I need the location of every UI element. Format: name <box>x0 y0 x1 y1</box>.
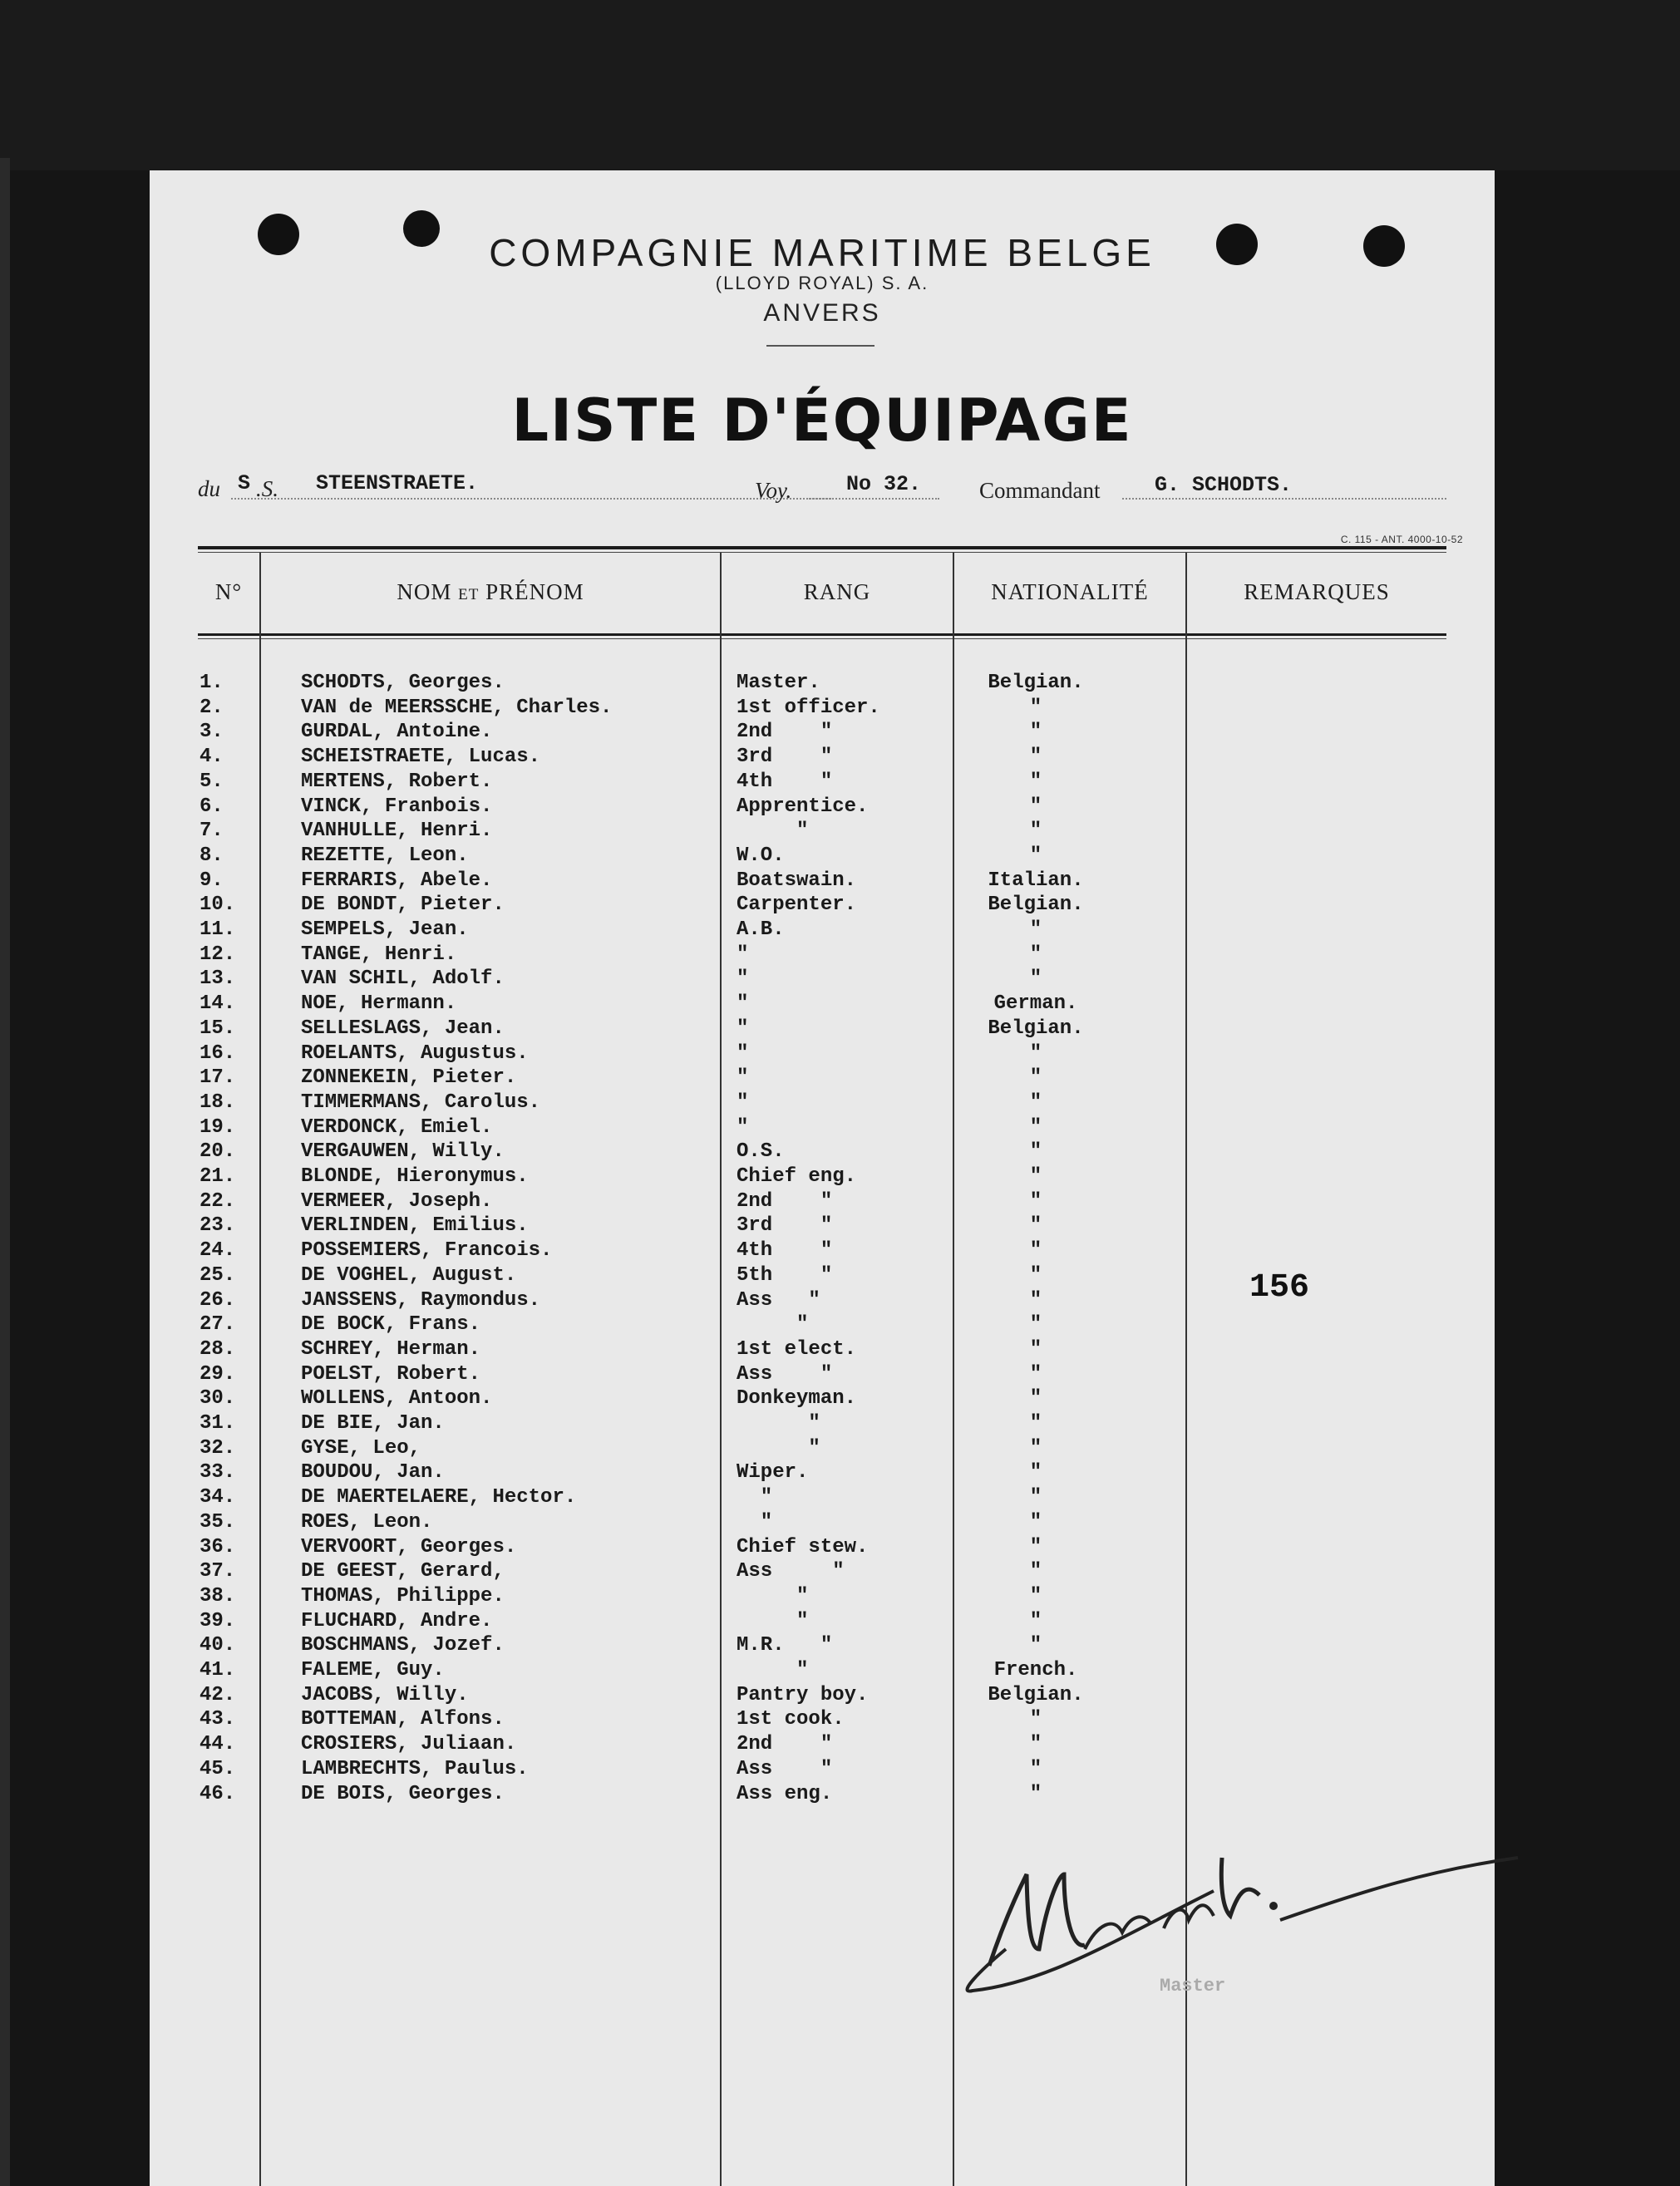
crew-nationality: " <box>1029 795 1042 818</box>
crew-name: JACOBS, Willy. <box>301 1684 469 1706</box>
crew-nationality: " <box>1029 918 1042 941</box>
crew-row <box>150 1659 1495 1684</box>
crew-nationality: " <box>1029 1338 1042 1361</box>
crew-number: 17. <box>200 1066 236 1089</box>
crew-name: WOLLENS, Antoon. <box>301 1387 493 1410</box>
crew-nationality: " <box>1029 1708 1042 1731</box>
crew-row <box>150 746 1495 771</box>
crew-number: 41. <box>200 1659 236 1681</box>
crew-name: CROSIERS, Juliaan. <box>301 1733 517 1755</box>
crew-list-document <box>150 170 1495 2186</box>
column-header-name-main: NOM <box>397 579 452 604</box>
crew-rank: Ass " <box>737 1289 820 1312</box>
crew-rank: 5th " <box>737 1264 833 1287</box>
crew-row <box>150 844 1495 869</box>
crew-row <box>150 1634 1495 1659</box>
crew-number: 42. <box>200 1684 236 1706</box>
crew-row <box>150 1387 1495 1412</box>
crew-number: 44. <box>200 1733 236 1755</box>
crew-nationality: " <box>1029 820 1042 842</box>
crew-rank: Ass " <box>737 1363 833 1386</box>
crew-nationality: Belgian. <box>988 1684 1084 1706</box>
crew-row <box>150 1733 1495 1758</box>
voyage-number: No 32. <box>846 472 922 496</box>
crew-rank: " <box>737 1610 809 1632</box>
crew-name: VERVOORT, Georges. <box>301 1536 517 1558</box>
header-divider <box>766 345 874 347</box>
crew-number: 35. <box>200 1511 236 1534</box>
crew-name: VERLINDEN, Emilius. <box>301 1214 529 1237</box>
crew-nationality: " <box>1029 1190 1042 1213</box>
crew-row <box>150 795 1495 820</box>
crew-row <box>150 1338 1495 1363</box>
crew-name: TANGE, Henri. <box>301 943 457 966</box>
crew-name: GURDAL, Antoine. <box>301 721 493 743</box>
crew-rank: Pantry boy. <box>737 1684 869 1706</box>
scan-edge <box>0 158 10 2186</box>
crew-rank: " <box>737 820 809 842</box>
crew-rank: 1st cook. <box>737 1708 845 1731</box>
crew-row <box>150 869 1495 894</box>
crew-name: FLUCHARD, Andre. <box>301 1610 493 1632</box>
table-header-rule <box>198 633 1446 636</box>
crew-nationality: " <box>1029 1313 1042 1336</box>
crew-row <box>150 1091 1495 1116</box>
vessel-prefix-suffix: .S. <box>256 476 278 501</box>
column-header-name <box>261 579 720 605</box>
crew-name: DE BOCK, Frans. <box>301 1313 481 1336</box>
crew-nationality: " <box>1029 1042 1042 1065</box>
crew-nationality: " <box>1029 1091 1042 1114</box>
crew-name: VANHULLE, Henri. <box>301 820 493 842</box>
crew-nationality: " <box>1029 1239 1042 1262</box>
crew-rank: Carpenter. <box>737 894 857 916</box>
crew-number: 18. <box>200 1091 236 1114</box>
crew-number: 20. <box>200 1140 236 1163</box>
crew-nationality: " <box>1029 1116 1042 1139</box>
crew-number: 9. <box>200 869 224 892</box>
crew-nationality: " <box>1029 1412 1042 1435</box>
company-name: COMPAGNIE MARITIME BELGE <box>489 231 1155 274</box>
commander-name: G. SCHODTS. <box>1155 473 1293 497</box>
crew-row <box>150 1042 1495 1067</box>
crew-nationality: " <box>1029 1783 1042 1805</box>
crew-rank: Donkeyman. <box>737 1387 857 1410</box>
crew-number: 3. <box>200 721 224 743</box>
crew-nationality: Belgian. <box>988 672 1084 694</box>
crew-rank: " <box>737 1511 773 1534</box>
crew-nationality: " <box>1029 746 1042 768</box>
crew-name: DE MAERTELAERE, Hector. <box>301 1486 577 1509</box>
crew-rank: 4th " <box>737 771 833 793</box>
crew-number: 8. <box>200 844 224 867</box>
crew-rank: " <box>737 1585 809 1607</box>
crew-number: 30. <box>200 1387 236 1410</box>
column-header-name-end: PRÉNOM <box>485 579 584 604</box>
crew-name: BOTTEMAN, Alfons. <box>301 1708 505 1731</box>
crew-name: ROES, Leon. <box>301 1511 433 1534</box>
crew-rank: Master. <box>737 672 820 694</box>
crew-row <box>150 1017 1495 1042</box>
crew-row <box>150 1511 1495 1536</box>
crew-number: 28. <box>200 1338 236 1361</box>
crew-nationality: " <box>1029 1363 1042 1386</box>
crew-name: REZETTE, Leon. <box>301 844 469 867</box>
crew-row <box>150 1313 1495 1338</box>
crew-rank: 1st officer. <box>737 697 880 719</box>
crew-row <box>150 1437 1495 1462</box>
crew-number: 22. <box>200 1190 236 1213</box>
crew-name: THOMAS, Philippe. <box>301 1585 505 1607</box>
crew-rank: " <box>737 1437 820 1460</box>
crew-nationality: German. <box>993 992 1078 1015</box>
crew-row <box>150 672 1495 697</box>
crew-rank: O.S. <box>737 1140 785 1163</box>
crew-name: BLONDE, Hieronymus. <box>301 1165 529 1188</box>
crew-row <box>150 1066 1495 1091</box>
remarks-total: 156 <box>1249 1269 1310 1307</box>
crew-row <box>150 1239 1495 1264</box>
crew-nationality: " <box>1029 1733 1042 1755</box>
voyage-label: Voy. <box>755 478 792 503</box>
table-top-rule-thin <box>198 552 1446 553</box>
crew-nationality: " <box>1029 1585 1042 1607</box>
crew-row <box>150 894 1495 918</box>
crew-rank: " <box>737 1042 749 1065</box>
crew-row <box>150 1214 1495 1239</box>
column-header-number: N° <box>214 579 243 604</box>
crew-number: 19. <box>200 1116 236 1139</box>
crew-number: 26. <box>200 1289 236 1312</box>
crew-rank: M.R. " <box>737 1634 833 1657</box>
crew-row <box>150 1585 1495 1610</box>
signature-caption: Master <box>1160 1976 1226 1996</box>
column-header-remarks: REMARQUES <box>1244 579 1390 604</box>
crew-rank: " <box>737 1017 749 1040</box>
company-city: ANVERS <box>763 299 881 327</box>
crew-row <box>150 1190 1495 1215</box>
crew-name: DE GEEST, Gerard, <box>301 1560 505 1583</box>
vessel-prefix: S <box>238 471 251 495</box>
crew-name: POSSEMIERS, Francois. <box>301 1239 553 1262</box>
crew-name: BOSCHMANS, Jozef. <box>301 1634 505 1657</box>
crew-row <box>150 1684 1495 1709</box>
crew-name: TIMMERMANS, Carolus. <box>301 1091 541 1114</box>
column-header-rank: RANG <box>803 579 871 604</box>
crew-rank: 2nd " <box>737 1733 833 1755</box>
crew-nationality: " <box>1029 1387 1042 1410</box>
crew-name: JANSSENS, Raymondus. <box>301 1289 541 1312</box>
crew-name: DE BIE, Jan. <box>301 1412 445 1435</box>
crew-nationality: " <box>1029 1560 1042 1583</box>
crew-nationality: " <box>1029 1610 1042 1632</box>
crew-rank: " <box>737 992 749 1015</box>
crew-rank: 2nd " <box>737 1190 833 1213</box>
crew-rank: 2nd " <box>737 721 833 743</box>
voyage-dotted-line <box>806 498 939 500</box>
crew-name: DE BOIS, Georges. <box>301 1783 505 1805</box>
crew-nationality: " <box>1029 1165 1042 1188</box>
crew-number: 43. <box>200 1708 236 1731</box>
crew-nationality: " <box>1029 1140 1042 1163</box>
crew-number: 38. <box>200 1585 236 1607</box>
crew-rank: " <box>737 1116 749 1139</box>
crew-row <box>150 918 1495 943</box>
crew-nationality: " <box>1029 1536 1042 1558</box>
scan-background <box>0 0 1680 170</box>
crew-number: 5. <box>200 771 224 793</box>
crew-name: SCHODTS, Georges. <box>301 672 505 694</box>
crew-nationality: " <box>1029 1214 1042 1237</box>
crew-number: 16. <box>200 1042 236 1065</box>
vessel-name: STEENSTRAETE. <box>316 471 479 495</box>
crew-nationality: Belgian. <box>988 1017 1084 1040</box>
crew-rank: Ass eng. <box>737 1783 833 1805</box>
crew-rank: 1st elect. <box>737 1338 857 1361</box>
crew-rank: Chief stew. <box>737 1536 869 1558</box>
crew-name: DE BONDT, Pieter. <box>301 894 505 916</box>
crew-name: VERDONCK, Emiel. <box>301 1116 493 1139</box>
crew-name: SEMPELS, Jean. <box>301 918 469 941</box>
crew-rank: Wiper. <box>737 1461 809 1484</box>
crew-name: NOE, Hermann. <box>301 992 457 1015</box>
crew-nationality: " <box>1029 1461 1042 1484</box>
crew-name: VINCK, Franbois. <box>301 795 493 818</box>
crew-nationality: " <box>1029 697 1042 719</box>
crew-number: 33. <box>200 1461 236 1484</box>
crew-name: SELLESLAGS, Jean. <box>301 1017 505 1040</box>
crew-name: VERGAUWEN, Willy. <box>301 1140 505 1163</box>
crew-nationality: French. <box>993 1659 1078 1681</box>
commander-label: Commandant <box>979 478 1101 503</box>
crew-number: 24. <box>200 1239 236 1262</box>
crew-number: 29. <box>200 1363 236 1386</box>
crew-number: 7. <box>200 820 224 842</box>
crew-rank: " <box>737 1486 773 1509</box>
crew-rank: " <box>737 1412 820 1435</box>
crew-number: 45. <box>200 1758 236 1780</box>
document-title: LISTE D'ÉQUIPAGE <box>511 386 1133 455</box>
crew-row <box>150 1461 1495 1486</box>
crew-name: BOUDOU, Jan. <box>301 1461 445 1484</box>
crew-number: 31. <box>200 1412 236 1435</box>
crew-rank: 4th " <box>737 1239 833 1262</box>
crew-row <box>150 943 1495 968</box>
crew-row <box>150 1165 1495 1190</box>
crew-nationality: " <box>1029 1437 1042 1460</box>
crew-name: GYSE, Leo, <box>301 1437 421 1460</box>
crew-rank: Chief eng. <box>737 1165 857 1188</box>
crew-rank: 3rd " <box>737 746 833 768</box>
crew-name: ZONNEKEIN, Pieter. <box>301 1066 517 1089</box>
crew-number: 36. <box>200 1536 236 1558</box>
crew-rank: 3rd " <box>737 1214 833 1237</box>
crew-name: SCHEISTRAETE, Lucas. <box>301 746 541 768</box>
crew-row <box>150 1116 1495 1141</box>
crew-row <box>150 1412 1495 1437</box>
crew-number: 12. <box>200 943 236 966</box>
crew-nationality: " <box>1029 1066 1042 1089</box>
crew-nationality: " <box>1029 1511 1042 1534</box>
crew-name: VAN de MEERSSCHE, Charles. <box>301 697 613 719</box>
crew-row <box>150 697 1495 721</box>
crew-row <box>150 992 1495 1017</box>
crew-rank: Ass " <box>737 1758 833 1780</box>
crew-row <box>150 1363 1495 1388</box>
column-header-nationality: NATIONALITÉ <box>991 579 1149 604</box>
crew-row <box>150 771 1495 795</box>
crew-nationality: " <box>1029 1264 1042 1287</box>
crew-nationality: " <box>1029 967 1042 990</box>
crew-nationality: " <box>1029 721 1042 743</box>
crew-number: 14. <box>200 992 236 1015</box>
crew-name: DE VOGHEL, August. <box>301 1264 517 1287</box>
crew-number: 39. <box>200 1610 236 1632</box>
crew-name: FERRARIS, Abele. <box>301 869 493 892</box>
crew-rank: Boatswain. <box>737 869 857 892</box>
crew-number: 46. <box>200 1783 236 1805</box>
crew-rank: " <box>737 1066 749 1089</box>
crew-nationality: " <box>1029 771 1042 793</box>
master-signature <box>948 1824 1530 1999</box>
crew-row <box>150 967 1495 992</box>
crew-nationality: " <box>1029 1486 1042 1509</box>
crew-row <box>150 1486 1495 1511</box>
crew-number: 13. <box>200 967 236 990</box>
crew-number: 40. <box>200 1634 236 1657</box>
crew-row <box>150 1783 1495 1808</box>
crew-name: MERTENS, Robert. <box>301 771 493 793</box>
crew-number: 1. <box>200 672 224 694</box>
crew-row <box>150 1610 1495 1635</box>
crew-nationality: " <box>1029 1758 1042 1780</box>
crew-rank: " <box>737 1091 749 1114</box>
crew-name: POELST, Robert. <box>301 1363 481 1386</box>
crew-row <box>150 1560 1495 1585</box>
crew-number: 10. <box>200 894 236 916</box>
crew-nationality: " <box>1029 1289 1042 1312</box>
crew-rank: " <box>737 943 749 966</box>
table-header-rule-thin <box>198 638 1446 639</box>
crew-nationality: Italian. <box>988 869 1084 892</box>
crew-row <box>150 820 1495 844</box>
crew-name: FALEME, Guy. <box>301 1659 445 1681</box>
crew-name: SCHREY, Herman. <box>301 1338 481 1361</box>
crew-rank: W.O. <box>737 844 785 867</box>
crew-row <box>150 1140 1495 1165</box>
crew-row <box>150 1708 1495 1733</box>
crew-rank: " <box>737 1313 809 1336</box>
crew-number: 23. <box>200 1214 236 1237</box>
crew-rank: " <box>737 1659 809 1681</box>
crew-number: 4. <box>200 746 224 768</box>
crew-name: VAN SCHIL, Adolf. <box>301 967 505 990</box>
crew-number: 21. <box>200 1165 236 1188</box>
crew-row <box>150 721 1495 746</box>
table-top-rule <box>198 546 1446 549</box>
company-subtitle: (LLOYD ROYAL) S. A. <box>715 273 929 293</box>
form-code: C. 115 - ANT. 4000-10-52 <box>1340 534 1463 545</box>
crew-nationality: " <box>1029 1634 1042 1657</box>
crew-rank: Apprentice. <box>737 795 869 818</box>
vessel-label: du <box>198 476 220 501</box>
crew-number: 34. <box>200 1486 236 1509</box>
crew-number: 11. <box>200 918 236 941</box>
crew-nationality: Belgian. <box>988 894 1084 916</box>
crew-number: 37. <box>200 1560 236 1583</box>
crew-name: VERMEER, Joseph. <box>301 1190 493 1213</box>
crew-name: ROELANTS, Augustus. <box>301 1042 529 1065</box>
crew-number: 25. <box>200 1264 236 1287</box>
crew-number: 6. <box>200 795 224 818</box>
commander-dotted-line <box>1122 498 1446 500</box>
vessel-dotted-line <box>231 498 831 500</box>
crew-nationality: " <box>1029 844 1042 867</box>
crew-nationality: " <box>1029 943 1042 966</box>
crew-row <box>150 1758 1495 1783</box>
crew-name: LAMBRECHTS, Paulus. <box>301 1758 529 1780</box>
crew-row <box>150 1536 1495 1561</box>
crew-rank: A.B. <box>737 918 785 941</box>
crew-number: 27. <box>200 1313 236 1336</box>
crew-rank: " <box>737 967 749 990</box>
crew-number: 2. <box>200 697 224 719</box>
crew-number: 32. <box>200 1437 236 1460</box>
crew-number: 15. <box>200 1017 236 1040</box>
column-header-name-connector: ET <box>458 586 480 603</box>
crew-rank: Ass " <box>737 1560 845 1583</box>
